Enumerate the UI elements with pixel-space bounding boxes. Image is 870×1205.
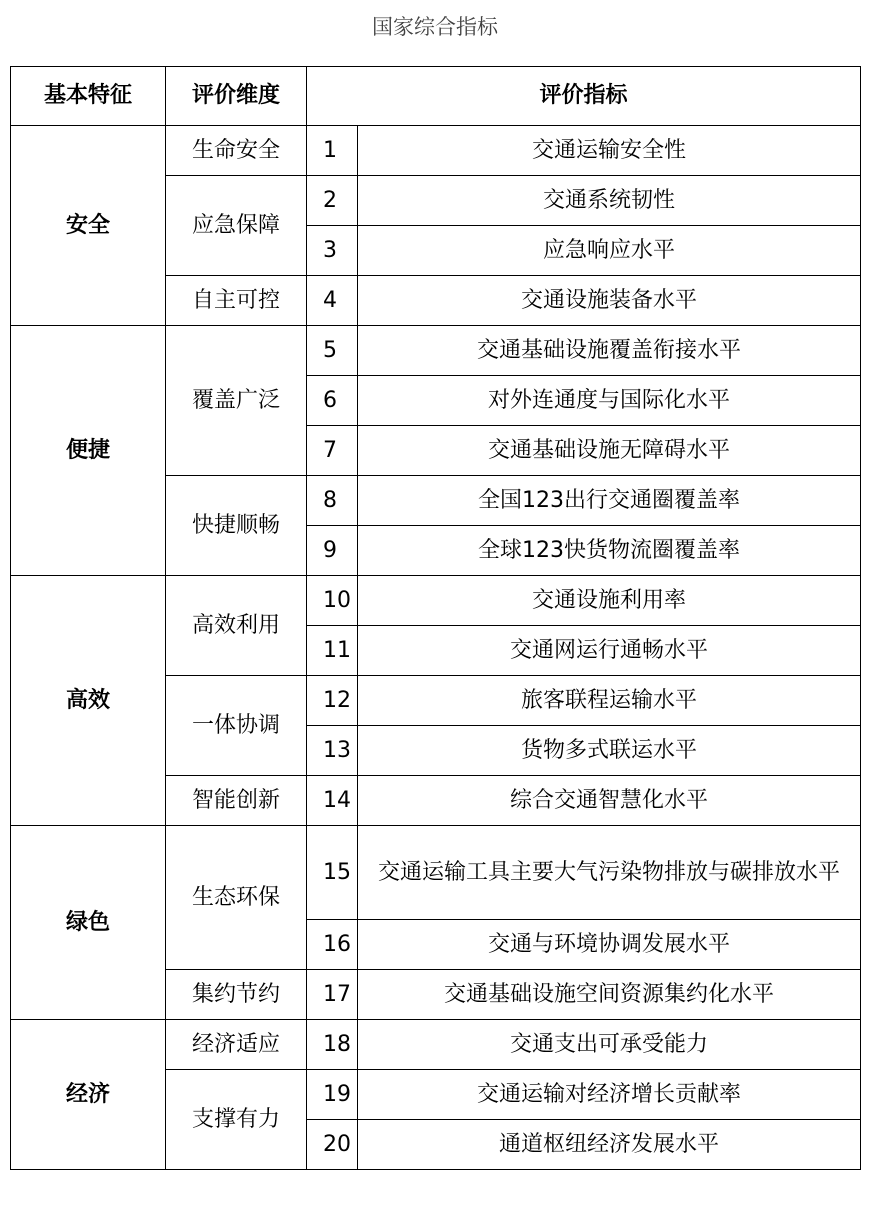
indicator-number: 12 xyxy=(307,676,358,726)
table-row xyxy=(11,326,861,376)
indicator-cell: 交通设施装备水平 xyxy=(358,276,861,326)
header-feature: 基本特征 xyxy=(11,67,166,126)
indicator-number: 11 xyxy=(307,626,358,676)
header-dimension: 评价维度 xyxy=(166,67,307,126)
indicator-cell: 全国123出行交通圈覆盖率 xyxy=(358,476,861,526)
indicator-number: 19 xyxy=(307,1070,358,1120)
dimension-cell: 生命安全 xyxy=(166,126,307,176)
indicator-number: 8 xyxy=(307,476,358,526)
dimension-cell: 应急保障 xyxy=(166,176,307,276)
indicator-cell: 交通与环境协调发展水平 xyxy=(358,920,861,970)
dimension-cell: 经济适应 xyxy=(166,1020,307,1070)
table-row xyxy=(11,576,861,626)
indicator-number: 14 xyxy=(307,776,358,826)
header-row xyxy=(11,67,861,126)
indicator-cell: 货物多式联运水平 xyxy=(358,726,861,776)
indicator-number: 9 xyxy=(307,526,358,576)
indicator-cell: 通道枢纽经济发展水平 xyxy=(358,1120,861,1170)
indicator-number: 5 xyxy=(307,326,358,376)
indicator-cell: 交通基础设施空间资源集约化水平 xyxy=(358,970,861,1020)
indicator-number: 4 xyxy=(307,276,358,326)
indicator-number: 16 xyxy=(307,920,358,970)
indicator-cell: 交通设施利用率 xyxy=(358,576,861,626)
header-indicator: 评价指标 xyxy=(307,67,861,126)
table-row xyxy=(11,126,861,176)
indicator-number: 6 xyxy=(307,376,358,426)
feature-cell: 安全 xyxy=(11,126,166,326)
indicator-number: 7 xyxy=(307,426,358,476)
feature-cell: 经济 xyxy=(11,1020,166,1170)
indicator-cell: 交通支出可承受能力 xyxy=(358,1020,861,1070)
indicator-cell: 综合交通智慧化水平 xyxy=(358,776,861,826)
table-body xyxy=(11,126,861,1170)
feature-cell: 便捷 xyxy=(11,326,166,576)
indicator-number: 15 xyxy=(307,826,358,920)
indicator-cell: 对外连通度与国际化水平 xyxy=(358,376,861,426)
dimension-cell: 快捷顺畅 xyxy=(166,476,307,576)
indicator-cell: 旅客联程运输水平 xyxy=(358,676,861,726)
indicator-number: 10 xyxy=(307,576,358,626)
dimension-cell: 高效利用 xyxy=(166,576,307,676)
dimension-cell: 支撑有力 xyxy=(166,1070,307,1170)
dimension-cell: 智能创新 xyxy=(166,776,307,826)
indicator-number: 3 xyxy=(307,226,358,276)
table-caption: 国家综合指标 xyxy=(372,15,498,39)
indicator-cell: 交通运输工具主要大气污染物排放与碳排放水平 xyxy=(358,826,861,920)
feature-cell: 高效 xyxy=(11,576,166,826)
indicator-cell: 交通运输对经济增长贡献率 xyxy=(358,1070,861,1120)
dimension-cell: 集约节约 xyxy=(166,970,307,1020)
table-row xyxy=(11,1020,861,1070)
dimension-cell: 自主可控 xyxy=(166,276,307,326)
indicator-number: 13 xyxy=(307,726,358,776)
indicator-table xyxy=(10,66,861,1170)
indicator-cell: 交通网运行通畅水平 xyxy=(358,626,861,676)
dimension-cell: 覆盖广泛 xyxy=(166,326,307,476)
dimension-cell: 生态环保 xyxy=(166,826,307,970)
indicator-cell: 交通基础设施覆盖衔接水平 xyxy=(358,326,861,376)
indicator-cell: 全球123快货物流圈覆盖率 xyxy=(358,526,861,576)
indicator-cell: 交通运输安全性 xyxy=(358,126,861,176)
indicator-number: 2 xyxy=(307,176,358,226)
indicator-number: 1 xyxy=(307,126,358,176)
feature-cell: 绿色 xyxy=(11,826,166,1020)
indicator-cell: 交通系统韧性 xyxy=(358,176,861,226)
indicator-cell: 交通基础设施无障碍水平 xyxy=(358,426,861,476)
table-row xyxy=(11,826,861,920)
indicator-number: 17 xyxy=(307,970,358,1020)
indicator-number: 18 xyxy=(307,1020,358,1070)
dimension-cell: 一体协调 xyxy=(166,676,307,776)
indicator-number: 20 xyxy=(307,1120,358,1170)
indicator-cell: 应急响应水平 xyxy=(358,226,861,276)
